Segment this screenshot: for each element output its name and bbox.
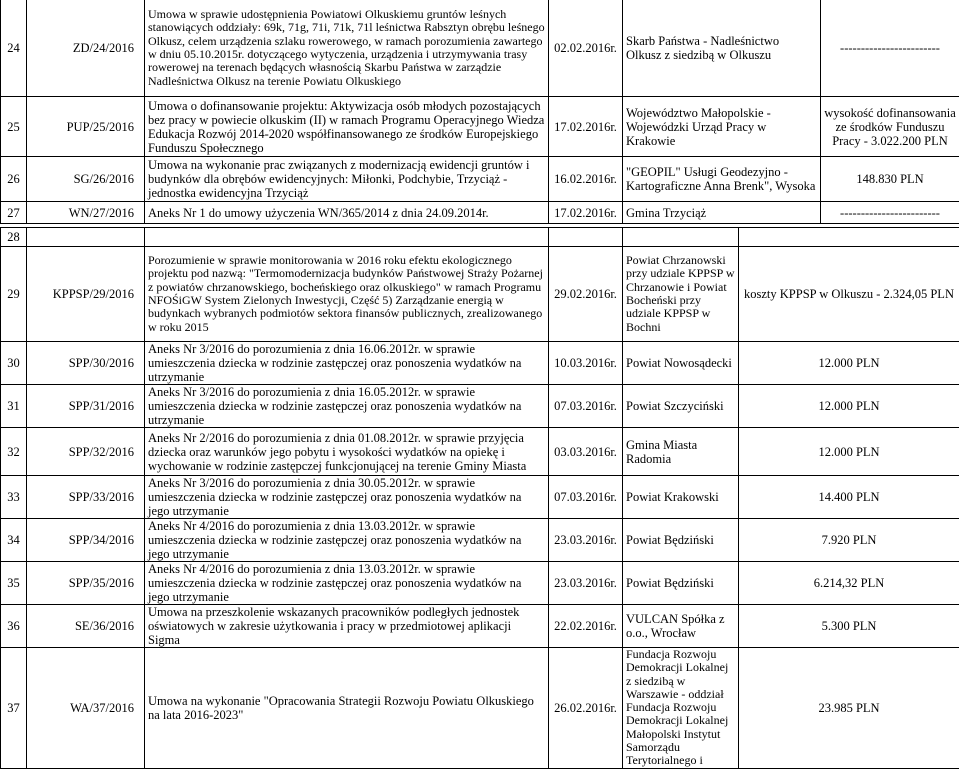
table-row [1, 157, 959, 202]
table-row [1, 648, 959, 769]
row-number: 25 [1, 97, 27, 157]
document-sign: SPP/30/2016 [27, 342, 145, 385]
row-number: 27 [1, 202, 27, 224]
contract-value: 5.300 PLN [739, 605, 959, 648]
document-subject: Umowa na wykonanie prac związanych z modernizacją ewidencji gruntów i budynków dla obrębów ewidencyjnych: Miłonki, Podchybie, Trzyciąż - jednostka ewidencyjna Trzyciąż [145, 157, 549, 202]
contract-value [739, 228, 959, 247]
contract-value: 23.985 PLN [739, 648, 959, 769]
row-number: 26 [1, 157, 27, 202]
document-sign: SPP/35/2016 [27, 562, 145, 605]
row-number: 36 [1, 605, 27, 648]
contract-party: VULCAN Spółka z o.o., Wrocław [623, 605, 739, 648]
document-sign: WN/27/2016 [27, 202, 145, 224]
contract-party: "GEOPIL" Usługi Geodezyjno - Kartograficzne Anna Brenk", Wysoka [623, 157, 821, 202]
document-date: 29.02.2016r. [549, 247, 623, 342]
document-date: 02.02.2016r. [549, 0, 623, 97]
table-row [1, 0, 959, 97]
contract-value: koszty KPPSP w Olkuszu - 2.324,05 PLN [739, 247, 959, 342]
table-row [1, 247, 959, 342]
document-subject: Umowa na wykonanie "Opracowania Strategii Rozwoju Powiatu Olkuskiego na lata 2016-2023" [145, 648, 549, 769]
document-date: 17.02.2016r. [549, 97, 623, 157]
table-row [1, 228, 959, 247]
document-subject: Aneks Nr 1 do umowy użyczenia WN/365/2014 z dnia 24.09.2014r. [145, 202, 549, 224]
contract-party: Powiat Będziński [623, 562, 739, 605]
contract-party: Skarb Państwa - Nadleśnictwo Olkusz z siedzibą w Olkuszu [623, 0, 821, 97]
register-table-top [0, 0, 959, 224]
row-number: 31 [1, 385, 27, 428]
table-row [1, 605, 959, 648]
document-sign: SPP/34/2016 [27, 519, 145, 562]
document-date: 10.03.2016r. [549, 342, 623, 385]
register-table-bottom [0, 227, 959, 769]
contract-value: 7.920 PLN [739, 519, 959, 562]
document-sign: SPP/33/2016 [27, 476, 145, 519]
table-row [1, 202, 959, 224]
document-subject: Aneks Nr 4/2016 do porozumienia z dnia 13.03.2012r. w sprawie umieszczenia dziecka w rodzinie zastępczej oraz ponoszenia wydatków na jego utrzymanie [145, 519, 549, 562]
table-row [1, 519, 959, 562]
document-sign: ZD/24/2016 [27, 0, 145, 97]
document-sign [27, 228, 145, 247]
table-row [1, 476, 959, 519]
document-date: 07.03.2016r. [549, 385, 623, 428]
contract-value: 12.000 PLN [739, 342, 959, 385]
document-subject: Porozumienie w sprawie monitorowania w 2016 roku efektu ekologicznego projektu pod nazwą: "Termomodernizacja budynków Państwowej Straży Pożarnej z powiatów chrzanowskiego, bocheńskiego oraz olkuskiego" w ramach Programu NFOŚiGW System Zielonych Inwestycji, Część 5) Zarządzanie energią w budynkach wybranych podmiotów sektora finansów publicznych, zrealizowanego w roku 2015 [145, 247, 549, 342]
contract-value: wysokość dofinansowania ze środków Funduszu Pracy - 3.022.200 PLN [821, 97, 959, 157]
document-sign: SG/26/2016 [27, 157, 145, 202]
document-subject: Aneks Nr 3/2016 do porozumienia z dnia 16.06.2012r. w sprawie umieszczenia dziecka w rodzinie zastępczej oraz ponoszenia wydatków na utrzymanie [145, 342, 549, 385]
row-number: 33 [1, 476, 27, 519]
table-row [1, 97, 959, 157]
row-number: 34 [1, 519, 27, 562]
contract-value: 14.400 PLN [739, 476, 959, 519]
document-date: 07.03.2016r. [549, 476, 623, 519]
contract-party: Powiat Nowosądecki [623, 342, 739, 385]
contract-party: Powiat Będziński [623, 519, 739, 562]
table-row [1, 342, 959, 385]
document-date: 23.03.2016r. [549, 519, 623, 562]
table-row [1, 562, 959, 605]
document-date: 22.02.2016r. [549, 605, 623, 648]
contract-party: Fundacja Rozwoju Demokracji Lokalnej z siedzibą w Warszawie - oddział Fundacja Rozwoju Demokracji Lokalnej Małopolski Instytut Samorządu Terytorialnego i [623, 648, 739, 769]
contract-party: Powiat Chrzanowski przy udziale KPPSP w Chrzanowie i Powiat Bocheński przy udziale KPPSP w Bochni [623, 247, 739, 342]
document-date: 16.02.2016r. [549, 157, 623, 202]
contract-party: Gmina Trzyciąż [623, 202, 821, 224]
document-subject: Umowa w sprawie udostępnienia Powiatowi Olkuskiemu gruntów leśnych stanowiących oddziały: 69k, 71g, 71i, 71k, 71l leśnictwa Rabsztyn obrębu leśnego Olkusz, celem urządzenia szlaku rowerowego, w ramach porozumienia zawartego w dniu 05.10.2015r. dotyczącego wytyczenia, urządzenia i utrzymywania trasy rowerowej na terenach będących własnością Skarbu Państwa w zarządzie Nadleśnictwa Olkusz na terenie Powiatu Olkuskiego [145, 0, 549, 97]
row-number: 29 [1, 247, 27, 342]
document-subject: Aneks Nr 3/2016 do porozumienia z dnia 30.05.2012r. w sprawie umieszczenia dziecka w rodzinie zastępczej oraz ponoszenia wydatków na jego utrzymanie [145, 476, 549, 519]
document-date: 03.03.2016r. [549, 428, 623, 476]
document-sign: SPP/32/2016 [27, 428, 145, 476]
document-sign: SPP/31/2016 [27, 385, 145, 428]
contract-value: 6.214,32 PLN [739, 562, 959, 605]
document-subject: Aneks Nr 4/2016 do porozumienia z dnia 13.03.2012r. w sprawie umieszczenia dziecka w rodzinie zastępczej oraz ponoszenia wydatków na jego utrzymanie [145, 562, 549, 605]
document-sign: PUP/25/2016 [27, 97, 145, 157]
contract-value: 12.000 PLN [739, 385, 959, 428]
document-date: 23.03.2016r. [549, 562, 623, 605]
contract-value: 12.000 PLN [739, 428, 959, 476]
row-number: 24 [1, 0, 27, 97]
table-row [1, 385, 959, 428]
document-date: 17.02.2016r. [549, 202, 623, 224]
row-number: 37 [1, 648, 27, 769]
row-number: 32 [1, 428, 27, 476]
document-subject: Umowa o dofinansowanie projektu: Aktywizacja osób młodych pozostających bez pracy w powiecie olkuskim (II) w ramach Programu Operacyjnego Wiedza Edukacja Rozwój 2014-2020 współfinansowanego ze środków Europejskiego Funduszu Społecznego [145, 97, 549, 157]
contract-party: Powiat Szczyciński [623, 385, 739, 428]
contract-value: 148.830 PLN [821, 157, 959, 202]
row-number: 35 [1, 562, 27, 605]
row-number: 28 [1, 228, 27, 247]
document-sign: WA/37/2016 [27, 648, 145, 769]
document-subject [145, 228, 549, 247]
row-number: 30 [1, 342, 27, 385]
contract-party [623, 228, 739, 247]
document-date: 26.02.2016r. [549, 648, 623, 769]
contract-party: Województwo Małopolskie - Wojewódzki Urząd Pracy w Krakowie [623, 97, 821, 157]
document-date [549, 228, 623, 247]
document-sign: SE/36/2016 [27, 605, 145, 648]
document-subject: Aneks Nr 2/2016 do porozumienia z dnia 01.08.2012r. w sprawie przyjęcia dziecka oraz warunków jego pobytu i wysokości wydatków na opiekę i wychowanie w rodzinie zastępczej funkcjonującej na terenie Gminy Miasta [145, 428, 549, 476]
contract-party: Powiat Krakowski [623, 476, 739, 519]
contract-value: ------------------------ [821, 0, 959, 97]
document-subject: Aneks Nr 3/2016 do porozumienia z dnia 16.05.2012r. w sprawie umieszczenia dziecka w rodzinie zastępczej oraz ponoszenia wydatków na utrzymanie [145, 385, 549, 428]
contract-value: ------------------------ [821, 202, 959, 224]
contract-party: Gmina Miasta Radomia [623, 428, 739, 476]
table-row [1, 428, 959, 476]
document-subject: Umowa na przeszkolenie wskazanych pracowników podległych jednostek oświatowych w zakresie użytkowania i pracy w przedmiotowej aplikacji Sigma [145, 605, 549, 648]
document-sign: KPPSP/29/2016 [27, 247, 145, 342]
